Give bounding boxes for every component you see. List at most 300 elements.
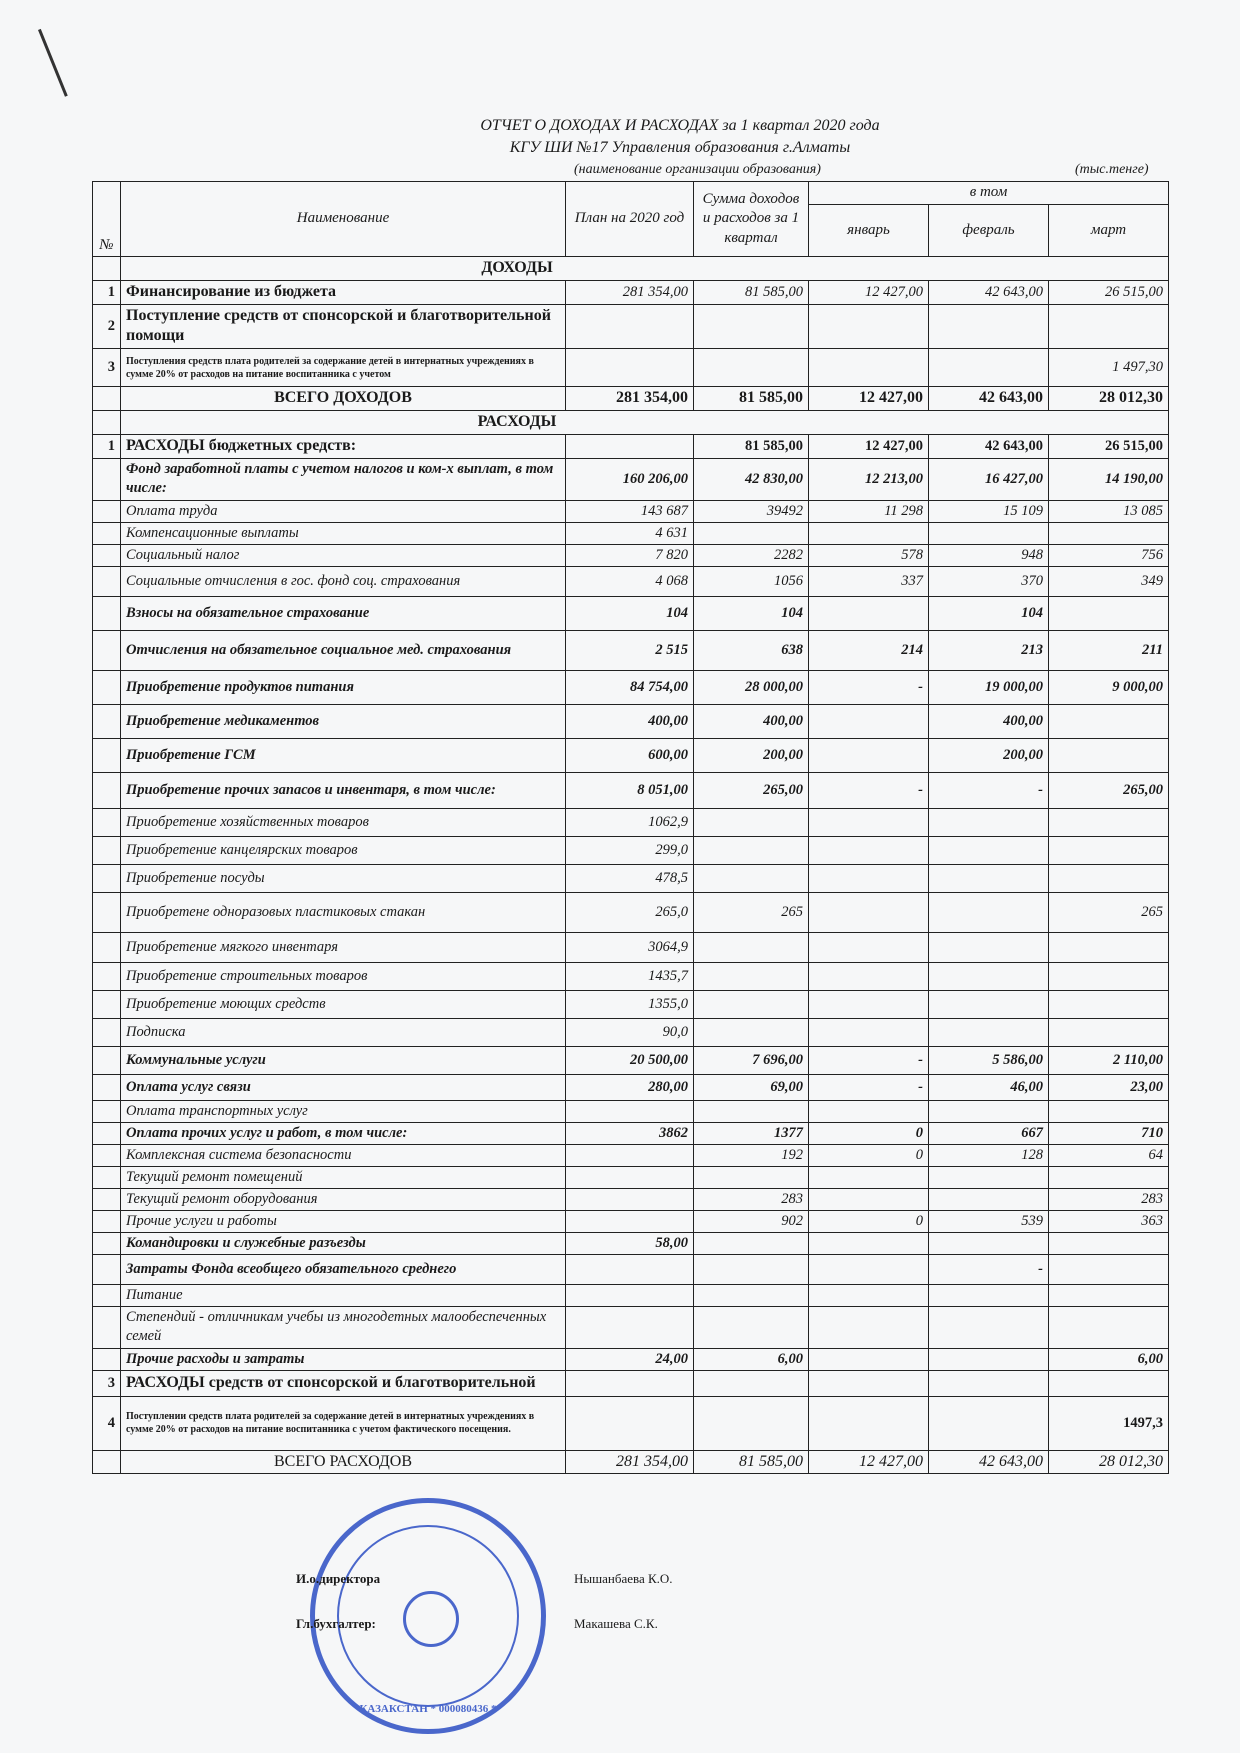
row-mar: 64 [1049, 1144, 1169, 1166]
row-feb [929, 1370, 1049, 1396]
row-jan: - [809, 1046, 929, 1074]
row-jan: 12 213,00 [809, 458, 929, 500]
row-sum [694, 932, 809, 962]
row-number [93, 544, 121, 566]
table-row [93, 280, 1169, 304]
table-row [93, 544, 1169, 566]
row-mar [1049, 596, 1169, 630]
row-name: Социальные отчисления в гос. фонд соц. страхования [121, 566, 566, 596]
row-jan [809, 738, 929, 772]
col-incl-header: в том [809, 182, 1169, 205]
row-plan [566, 1210, 694, 1232]
row-sum: 265 [694, 892, 809, 932]
row-jan: 11 298 [809, 500, 929, 522]
row-sum: 6,00 [694, 1348, 809, 1370]
row-sum: 2282 [694, 544, 809, 566]
row-number: 3 [93, 1370, 121, 1396]
row-plan: 7 820 [566, 544, 694, 566]
table-row [93, 566, 1169, 596]
row-number [93, 892, 121, 932]
row-plan: 58,00 [566, 1232, 694, 1254]
row-sum: 39492 [694, 500, 809, 522]
row-feb [929, 1232, 1049, 1254]
row-plan: 90,0 [566, 1018, 694, 1046]
table-row [93, 990, 1169, 1018]
table-row [93, 1254, 1169, 1284]
row-feb: - [929, 772, 1049, 808]
table-row [93, 1144, 1169, 1166]
row-mar: 6,00 [1049, 1348, 1169, 1370]
row-sum: 104 [694, 596, 809, 630]
row-feb [929, 1018, 1049, 1046]
row-name: Поступление средств от спонсорской и благотворительной помощи [121, 304, 566, 349]
row-mar [1049, 738, 1169, 772]
row-name: Затраты Фонда всеобщего обязательного среднего [121, 1254, 566, 1284]
row-number [93, 1144, 121, 1166]
table-row [93, 738, 1169, 772]
row-plan: 281 354,00 [566, 280, 694, 304]
row-feb: - [929, 1254, 1049, 1284]
expense-total-mar: 28 012,30 [1049, 1450, 1169, 1474]
row-name: Приобретение хозяйственных товаров [121, 808, 566, 836]
row-name: Фонд заработной платы с учетом налогов и ком-х выплат, в том числе: [121, 458, 566, 500]
row-name: Прочие услуги и работы [121, 1210, 566, 1232]
row-plan: 24,00 [566, 1348, 694, 1370]
row-jan [809, 1018, 929, 1046]
row-sum [694, 962, 809, 990]
row-jan: 12 427,00 [809, 280, 929, 304]
row-jan [809, 932, 929, 962]
row-sum: 7 696,00 [694, 1046, 809, 1074]
report-table [92, 181, 1169, 1474]
org-caption: (наименование организации образования) [574, 162, 821, 177]
table-row [93, 864, 1169, 892]
row-mar: 1497,3 [1049, 1396, 1169, 1450]
row-plan: 478,5 [566, 864, 694, 892]
income-total-plan: 281 354,00 [566, 387, 694, 411]
row-number [93, 1348, 121, 1370]
table-row [93, 1122, 1169, 1144]
table-row [93, 434, 1169, 458]
row-jan [809, 1100, 929, 1122]
row-name: Оплата транспортных услуг [121, 1100, 566, 1122]
row-name: Приобретене одноразовых пластиковых стакан [121, 892, 566, 932]
row-name: Степендий - отличникам учебы из многодетных малообеспеченных семей [121, 1306, 566, 1348]
row-plan: 84 754,00 [566, 670, 694, 704]
row-number [93, 1074, 121, 1100]
row-name: Взносы на обязательное страхование [121, 596, 566, 630]
row-mar: 9 000,00 [1049, 670, 1169, 704]
table-row [93, 704, 1169, 738]
table-row [93, 1210, 1169, 1232]
income-total-label: ВСЕГО ДОХОДОВ [121, 387, 566, 411]
row-number [93, 932, 121, 962]
row-mar: 14 190,00 [1049, 458, 1169, 500]
table-row [93, 670, 1169, 704]
row-number: 3 [93, 349, 121, 387]
row-name: РАСХОДЫ бюджетных средств: [121, 434, 566, 458]
row-number [93, 522, 121, 544]
row-jan [809, 349, 929, 387]
row-number [93, 1232, 121, 1254]
row-number [93, 704, 121, 738]
table-row [93, 596, 1169, 630]
expense-total-row [93, 1450, 1169, 1474]
row-number [93, 864, 121, 892]
row-sum [694, 1254, 809, 1284]
table-row [93, 1306, 1169, 1348]
row-number: 1 [93, 434, 121, 458]
row-jan [809, 1188, 929, 1210]
row-name: Поступления средств плата родителей за содержание детей в интернатных учреждениях в сумме 20% от расходов на питание воспитанника с учетом [121, 349, 566, 387]
row-jan [809, 1348, 929, 1370]
table-row [93, 892, 1169, 932]
row-number [93, 1046, 121, 1074]
row-feb [929, 1396, 1049, 1450]
row-jan [809, 1396, 929, 1450]
row-sum [694, 304, 809, 349]
row-feb: 42 643,00 [929, 434, 1049, 458]
row-name: Оплата услуг связи [121, 1074, 566, 1100]
row-feb: 200,00 [929, 738, 1049, 772]
col-mar-header: март [1049, 205, 1169, 257]
row-plan: 299,0 [566, 836, 694, 864]
row-feb: 42 643,00 [929, 280, 1049, 304]
income-section-row [93, 257, 1169, 281]
row-feb [929, 990, 1049, 1018]
row-name: Приобретение ГСМ [121, 738, 566, 772]
row-sum: 69,00 [694, 1074, 809, 1100]
row-plan [566, 349, 694, 387]
row-mar [1049, 1232, 1169, 1254]
table-row [93, 1188, 1169, 1210]
row-feb [929, 1348, 1049, 1370]
table-row [93, 1046, 1169, 1074]
row-plan: 4 631 [566, 522, 694, 544]
table-row [93, 1284, 1169, 1306]
row-feb: 16 427,00 [929, 458, 1049, 500]
row-number [93, 772, 121, 808]
row-mar [1049, 808, 1169, 836]
row-plan: 143 687 [566, 500, 694, 522]
table-row [93, 932, 1169, 962]
row-plan: 8 051,00 [566, 772, 694, 808]
row-number: 2 [93, 304, 121, 349]
col-jan-header: январь [809, 205, 929, 257]
row-jan [809, 1284, 929, 1306]
row-feb [929, 808, 1049, 836]
table-row [93, 1232, 1169, 1254]
expense-total-plan: 281 354,00 [566, 1450, 694, 1474]
table-row [93, 1018, 1169, 1046]
row-name: Приобретение мягкого инвентаря [121, 932, 566, 962]
row-jan: 578 [809, 544, 929, 566]
expense-section-row [93, 410, 1169, 434]
row-mar [1049, 1254, 1169, 1284]
row-mar [1049, 1166, 1169, 1188]
row-plan: 280,00 [566, 1074, 694, 1100]
row-plan: 4 068 [566, 566, 694, 596]
row-mar: 1 497,30 [1049, 349, 1169, 387]
row-number [93, 1122, 121, 1144]
row-name: Приобретение медикаментов [121, 704, 566, 738]
row-jan: 0 [809, 1122, 929, 1144]
row-mar: 211 [1049, 630, 1169, 670]
row-feb: 5 586,00 [929, 1046, 1049, 1074]
row-mar: 265,00 [1049, 772, 1169, 808]
row-number [93, 596, 121, 630]
row-plan: 265,0 [566, 892, 694, 932]
table-row [93, 962, 1169, 990]
income-total-feb: 42 643,00 [929, 387, 1049, 411]
row-plan [566, 1166, 694, 1188]
row-jan [809, 808, 929, 836]
row-mar [1049, 1018, 1169, 1046]
row-jan [809, 704, 929, 738]
row-plan: 1355,0 [566, 990, 694, 1018]
col-name-header: Наименование [121, 182, 566, 257]
row-plan: 1062,9 [566, 808, 694, 836]
row-sum [694, 864, 809, 892]
row-feb [929, 522, 1049, 544]
row-number [93, 458, 121, 500]
row-sum [694, 990, 809, 1018]
row-mar [1049, 864, 1169, 892]
row-plan [566, 1284, 694, 1306]
row-mar: 363 [1049, 1210, 1169, 1232]
row-sum [694, 1232, 809, 1254]
row-sum: 81 585,00 [694, 434, 809, 458]
table-row [93, 522, 1169, 544]
row-mar [1049, 522, 1169, 544]
row-mar [1049, 932, 1169, 962]
row-mar [1049, 1306, 1169, 1348]
row-sum [694, 1370, 809, 1396]
row-name: Приобретение строительных товаров [121, 962, 566, 990]
row-name: Питание [121, 1284, 566, 1306]
row-mar [1049, 836, 1169, 864]
table-row [93, 1100, 1169, 1122]
row-sum: 1056 [694, 566, 809, 596]
row-jan: 214 [809, 630, 929, 670]
row-jan: - [809, 772, 929, 808]
col-plan-header: План на 2020 год [566, 182, 694, 257]
row-number [93, 670, 121, 704]
row-sum: 81 585,00 [694, 280, 809, 304]
row-name: Текущий ремонт оборудования [121, 1188, 566, 1210]
row-jan [809, 836, 929, 864]
row-mar: 2 110,00 [1049, 1046, 1169, 1074]
row-sum [694, 522, 809, 544]
row-sum: 42 830,00 [694, 458, 809, 500]
table-row [93, 304, 1169, 349]
row-feb: 213 [929, 630, 1049, 670]
table-row [93, 836, 1169, 864]
col-sum-header: Сумма доходов и расходов за 1 квартал [694, 182, 809, 257]
row-plan: 3862 [566, 1122, 694, 1144]
row-number [93, 808, 121, 836]
row-mar: 349 [1049, 566, 1169, 596]
row-plan [566, 1144, 694, 1166]
row-feb: 104 [929, 596, 1049, 630]
table-row [93, 1348, 1169, 1370]
report-title: ОТЧЕТ О ДОХОДАХ И РАСХОДАХ за 1 квартал 2020 года [480, 117, 880, 134]
expense-rows [93, 434, 1169, 1450]
income-rows [93, 280, 1169, 386]
expense-total-sum: 81 585,00 [694, 1450, 809, 1474]
row-feb: 948 [929, 544, 1049, 566]
row-sum [694, 1396, 809, 1450]
row-plan: 20 500,00 [566, 1046, 694, 1074]
units-caption: (тыс.тенге) [1075, 162, 1149, 177]
expense-total-jan: 12 427,00 [809, 1450, 929, 1474]
row-name: Командировки и служебные разъезды [121, 1232, 566, 1254]
row-name: Приобретение моющих средств [121, 990, 566, 1018]
accountant-title: Гл.бухгалтер: [296, 1616, 376, 1631]
row-sum [694, 836, 809, 864]
row-jan: - [809, 1074, 929, 1100]
row-jan: 337 [809, 566, 929, 596]
row-number [93, 1210, 121, 1232]
row-feb [929, 349, 1049, 387]
row-jan [809, 596, 929, 630]
row-mar [1049, 990, 1169, 1018]
row-jan: 0 [809, 1144, 929, 1166]
row-mar [1049, 1370, 1169, 1396]
director-name: Нышанбаева К.О. [574, 1571, 673, 1586]
income-total-sum: 81 585,00 [694, 387, 809, 411]
row-sum: 200,00 [694, 738, 809, 772]
row-jan [809, 892, 929, 932]
row-sum [694, 1166, 809, 1188]
row-feb: 539 [929, 1210, 1049, 1232]
row-number [93, 738, 121, 772]
expense-section-label: РАСХОДЫ [121, 410, 1169, 434]
row-number [93, 1254, 121, 1284]
row-feb [929, 1100, 1049, 1122]
row-plan: 160 206,00 [566, 458, 694, 500]
row-name: Оплата прочих услуг и работ, в том числе: [121, 1122, 566, 1144]
row-number [93, 1306, 121, 1348]
organization-name: КГУ ШИ №17 Управления образования г.Алматы [509, 139, 851, 156]
row-mar: 26 515,00 [1049, 280, 1169, 304]
row-name: Приобретение канцелярских товаров [121, 836, 566, 864]
row-name: Отчисления на обязательное социальное мед. страхования [121, 630, 566, 670]
row-sum [694, 808, 809, 836]
row-jan [809, 522, 929, 544]
row-name: Оплата труда [121, 500, 566, 522]
row-name: Комплексная система безопасности [121, 1144, 566, 1166]
row-jan [809, 962, 929, 990]
row-jan [809, 990, 929, 1018]
row-feb [929, 932, 1049, 962]
table-header-row [93, 182, 1169, 205]
row-name: Компенсационные выплаты [121, 522, 566, 544]
row-feb [929, 1188, 1049, 1210]
row-feb: 667 [929, 1122, 1049, 1144]
row-sum [694, 1284, 809, 1306]
table-row [93, 1166, 1169, 1188]
row-mar [1049, 1100, 1169, 1122]
row-plan: 400,00 [566, 704, 694, 738]
row-jan: 12 427,00 [809, 434, 929, 458]
table-row [93, 458, 1169, 500]
row-sum: 638 [694, 630, 809, 670]
table-row [93, 772, 1169, 808]
row-number [93, 1166, 121, 1188]
row-sum [694, 1018, 809, 1046]
table-row [93, 349, 1169, 387]
row-jan [809, 1254, 929, 1284]
row-plan [566, 1254, 694, 1284]
row-feb: 128 [929, 1144, 1049, 1166]
income-total-mar: 28 012,30 [1049, 387, 1169, 411]
row-sum: 902 [694, 1210, 809, 1232]
row-mar [1049, 962, 1169, 990]
table-row [93, 630, 1169, 670]
row-jan [809, 1370, 929, 1396]
row-number [93, 990, 121, 1018]
row-plan [566, 434, 694, 458]
row-number [93, 1018, 121, 1046]
row-plan [566, 1370, 694, 1396]
row-mar: 26 515,00 [1049, 434, 1169, 458]
expense-total-label: ВСЕГО РАСХОДОВ [121, 1450, 566, 1474]
row-plan [566, 1100, 694, 1122]
row-plan: 2 515 [566, 630, 694, 670]
row-number: 1 [93, 280, 121, 304]
table-row [93, 1370, 1169, 1396]
row-plan: 1435,7 [566, 962, 694, 990]
row-number [93, 500, 121, 522]
row-feb: 370 [929, 566, 1049, 596]
row-name: Приобретение посуды [121, 864, 566, 892]
row-jan [809, 1166, 929, 1188]
row-number [93, 962, 121, 990]
row-mar: 23,00 [1049, 1074, 1169, 1100]
row-name: Финансирование из бюджета [121, 280, 566, 304]
row-mar: 756 [1049, 544, 1169, 566]
row-feb [929, 962, 1049, 990]
income-total-row [93, 387, 1169, 411]
col-no-header: № [93, 182, 121, 257]
row-feb [929, 864, 1049, 892]
row-plan [566, 1188, 694, 1210]
table-row [93, 500, 1169, 522]
col-feb-header: февраль [929, 205, 1049, 257]
row-feb: 400,00 [929, 704, 1049, 738]
row-name: Приобретение прочих запасов и инвентаря, в том числе: [121, 772, 566, 808]
row-plan: 3064,9 [566, 932, 694, 962]
row-number [93, 566, 121, 596]
row-jan [809, 1306, 929, 1348]
table-row [93, 1396, 1169, 1450]
row-sum: 1377 [694, 1122, 809, 1144]
row-feb [929, 892, 1049, 932]
row-mar [1049, 304, 1169, 349]
row-sum: 400,00 [694, 704, 809, 738]
row-jan: 0 [809, 1210, 929, 1232]
row-plan [566, 1306, 694, 1348]
row-feb [929, 1306, 1049, 1348]
table-row [93, 1074, 1169, 1100]
expense-total-feb: 42 643,00 [929, 1450, 1049, 1474]
table-row [93, 808, 1169, 836]
row-jan: - [809, 670, 929, 704]
row-sum [694, 349, 809, 387]
row-mar: 265 [1049, 892, 1169, 932]
accountant-name: Макашева С.К. [574, 1616, 658, 1631]
